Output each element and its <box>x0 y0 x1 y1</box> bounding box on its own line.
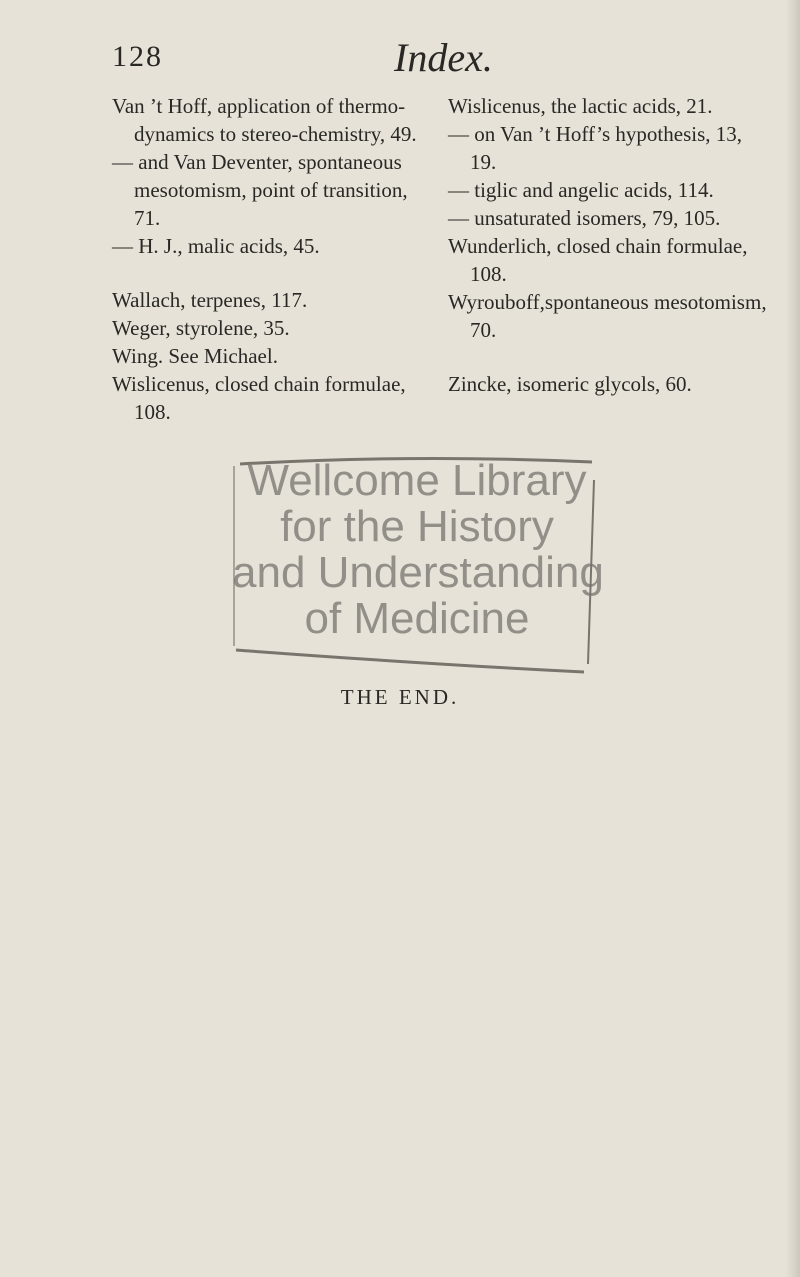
index-entry <box>112 286 442 314</box>
index-entry <box>448 288 793 344</box>
index-entry-line: 71. <box>134 206 161 230</box>
the-end: THE END. <box>340 685 460 709</box>
index-entry-line: — and Van Deventer, spontaneous <box>112 150 402 174</box>
index-column-right <box>448 92 793 398</box>
index-entry <box>448 204 793 232</box>
index-entry <box>112 314 442 342</box>
index-entry <box>448 232 793 288</box>
index-entry-line: Wyrouboff,spontaneous mesotomism, <box>448 290 767 314</box>
index-entry-line: dynamics to stereo-chemistry, 49. <box>134 122 417 146</box>
index-entry-line: Wallach, terpenes, 117. <box>112 288 308 312</box>
page-edge-shadow <box>786 0 800 1277</box>
stamp-line: of Medicine <box>304 594 530 643</box>
index-entry <box>448 370 793 398</box>
index-entry-line: 19. <box>470 150 497 174</box>
index-entry-line: — unsaturated isomers, 79, 105. <box>448 206 721 230</box>
entry-spacer <box>448 344 793 370</box>
index-entry-line: Van ’t Hoff, application of thermo- <box>112 94 406 118</box>
index-entry <box>112 232 442 260</box>
index-entry <box>112 370 442 426</box>
stamp-text <box>232 458 602 642</box>
index-entry-line: Weger, styrolene, 35. <box>112 316 290 340</box>
index-entry-line: Wislicenus, closed chain formulae, <box>112 372 406 396</box>
stamp-line: Wellcome Library <box>247 456 587 505</box>
index-entry <box>112 92 442 148</box>
index-entry-line: Wislicenus, the lactic acids, 21. <box>448 94 713 118</box>
running-head: Index. <box>394 35 493 80</box>
stamp-line: for the History <box>280 502 554 551</box>
stamp-line: and Understanding <box>232 548 604 597</box>
index-entry <box>448 92 793 120</box>
index-column-left <box>112 92 442 426</box>
index-entry-line: Wing. See Michael. <box>112 344 278 368</box>
index-entry-line: mesotomism, point of transition, <box>134 178 408 202</box>
page-number: 128 <box>112 40 163 73</box>
index-entry-line: 108. <box>134 400 171 424</box>
library-stamp <box>232 450 602 678</box>
index-entry <box>112 148 442 232</box>
index-entry-line: — H. J., malic acids, 45. <box>112 234 320 258</box>
index-entry-line: 108. <box>470 262 507 286</box>
index-entry-line: 70. <box>470 318 497 342</box>
index-entry-line: Wunderlich, closed chain formulae, <box>448 234 748 258</box>
index-entry-line: — tiglic and angelic acids, 114. <box>448 178 714 202</box>
index-entry-line: — on Van ’t Hoff’s hypothesis, 13, <box>448 122 742 146</box>
index-entry <box>448 176 793 204</box>
index-entry <box>448 120 793 176</box>
entry-spacer <box>112 260 442 286</box>
index-entry-line: Zincke, isomeric glycols, 60. <box>448 372 692 396</box>
index-entry <box>112 342 442 370</box>
